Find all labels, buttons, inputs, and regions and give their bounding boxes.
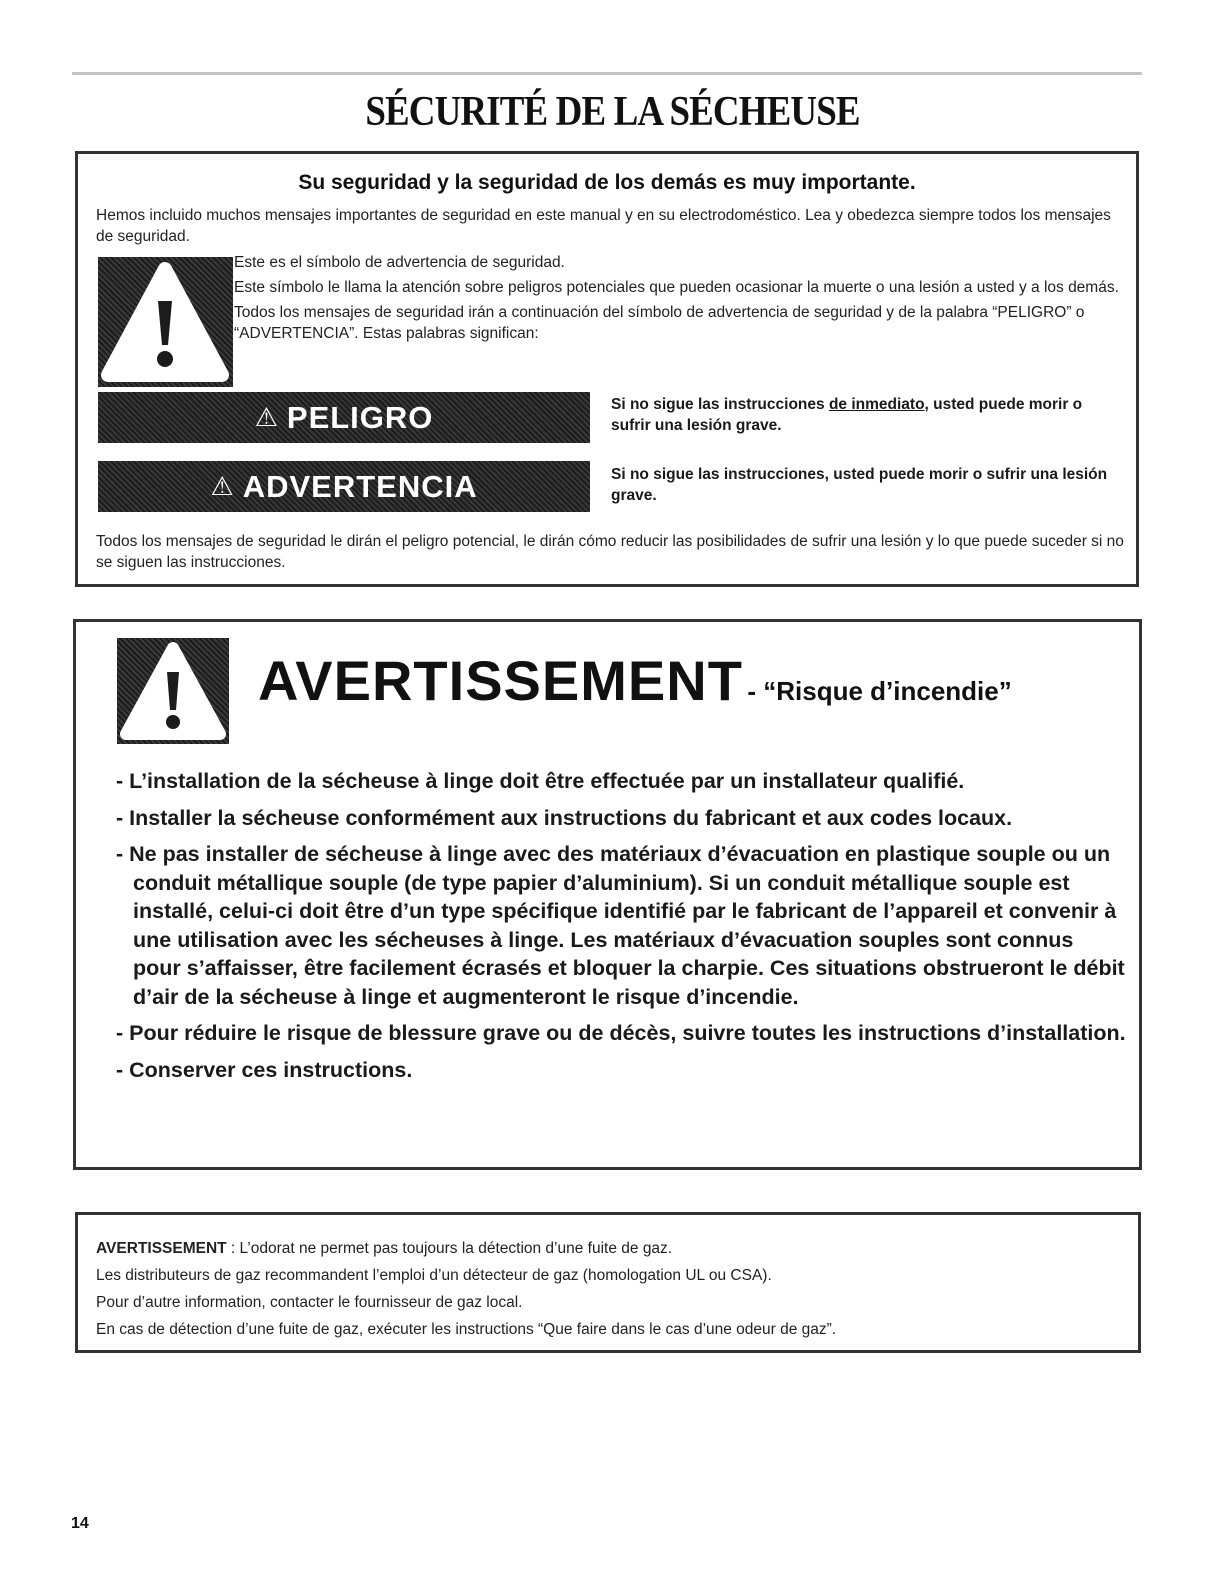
gas-line: En cas de détection d’une fuite de gaz, exécuter les instructions “Que faire dans le cas d’une odeur de gaz”. [96,1321,837,1338]
page-number: 14 [71,1515,89,1532]
symbol-line: Este símbolo le llama la atención sobre peligros potenciales que pueden ocasionar la muerte o una lesión a usted y a los demás. [234,279,1119,296]
symbol-line: Todos los mensajes de seguridad irán a continuación del símbolo de advertencia de seguridad y de la palabra “PELIGRO” o “ADVERTENCIA”. Estas palabras significan: [234,304,1085,342]
safety-outro: Todos los mensajes de seguridad le dirán el peligro potencial, le dirán cómo reducir las posibilidades de sufrir una lesión y lo que puede suceder si no se siguen las instrucciones. [96,533,1124,571]
danger-label: PELIGRO [286,399,434,435]
alert-icon: ⚠ [254,402,279,432]
gas-warning-label: AVERTISSEMENT [96,1240,227,1257]
fire-warning-title [258,648,1012,713]
warning-word: AVERTISSEMENT [258,649,743,712]
underlined-phrase: de inmediato [828,396,925,413]
symbol-description [234,252,1124,348]
danger-signal-bar [98,392,590,443]
list-item: - L’installation de la sécheuse à linge doit être effectuée par un installateur qualifié. [116,769,965,793]
warning-label: ADVERTENCIA [242,468,478,504]
list-item: - Pour réduire le risque de blessure grave ou de décès, suivre toutes les instructions d’installation. [116,1021,1126,1045]
danger-description: Si no sigue las instrucciones de inmediato, usted puede morir o sufrir una lesión grave. [611,396,1083,434]
safety-intro: Hemos incluido muchos mensajes importantes de seguridad en este manual y en su electrodoméstico. Lea y obedezca siempre todos los mensajes de seguridad. [96,207,1111,245]
gas-warning-lines [96,1235,1126,1343]
list-item: - Conserver ces instructions. [116,1057,413,1082]
safety-heading: Su seguridad y la seguridad de los demás es muy importante. [298,171,916,194]
alert-icon: ⚠ [210,471,235,501]
warning-subtitle: - “Risque d’incendie” [747,676,1012,706]
warning-triangle-icon [117,638,229,744]
list-item: - Ne pas installer de sécheuse à linge avec des matériaux d’évacuation en plastique souple ou un conduit métallique souple (de type papier d’aluminium). Si un conduit métallique souple est installé, celui-ci doit être d’un type spécifique identifié par le fabricant de l’appareil et convenir à une utilisation avec les sécheuses à linge. Les matériaux d’évacuation souples sont connus pour s’affaisser, être facilement écrasés et bloquer la charpie. Ces situations obstrueront le débit d’air de la sécheuse à linge et augmenteront le risque d’incendie. [116,842,1125,1009]
gas-line: Pour d’autre information, contacter le fournisseur de gaz local. [96,1294,523,1311]
top-rule [72,72,1142,75]
gas-line: AVERTISSEMENT : L’odorat ne permet pas toujours la détection d’une fuite de gaz. [96,1240,673,1257]
warning-signal-bar [98,461,590,512]
safety-box [75,151,1139,587]
page-title: SÉCURITÉ DE LA SÉCHEUSE [365,89,860,135]
symbol-line: Este es el símbolo de advertencia de seguridad. [234,254,565,271]
fire-warning-box [73,619,1142,1170]
warning-triangle-icon [98,257,233,387]
gas-line: Les distributeurs de gaz recommandent l’emploi d’un détecteur de gaz (homologation UL ou CSA). [96,1267,772,1284]
list-item: - Installer la sécheuse conformément aux instructions du fabricant et aux codes locaux. [116,805,1013,830]
gas-warning-box [75,1212,1141,1353]
warning-description: Si no sigue las instrucciones, usted puede morir o sufrir una lesión grave. [611,466,1108,504]
warning-bullets [116,767,1126,1092]
